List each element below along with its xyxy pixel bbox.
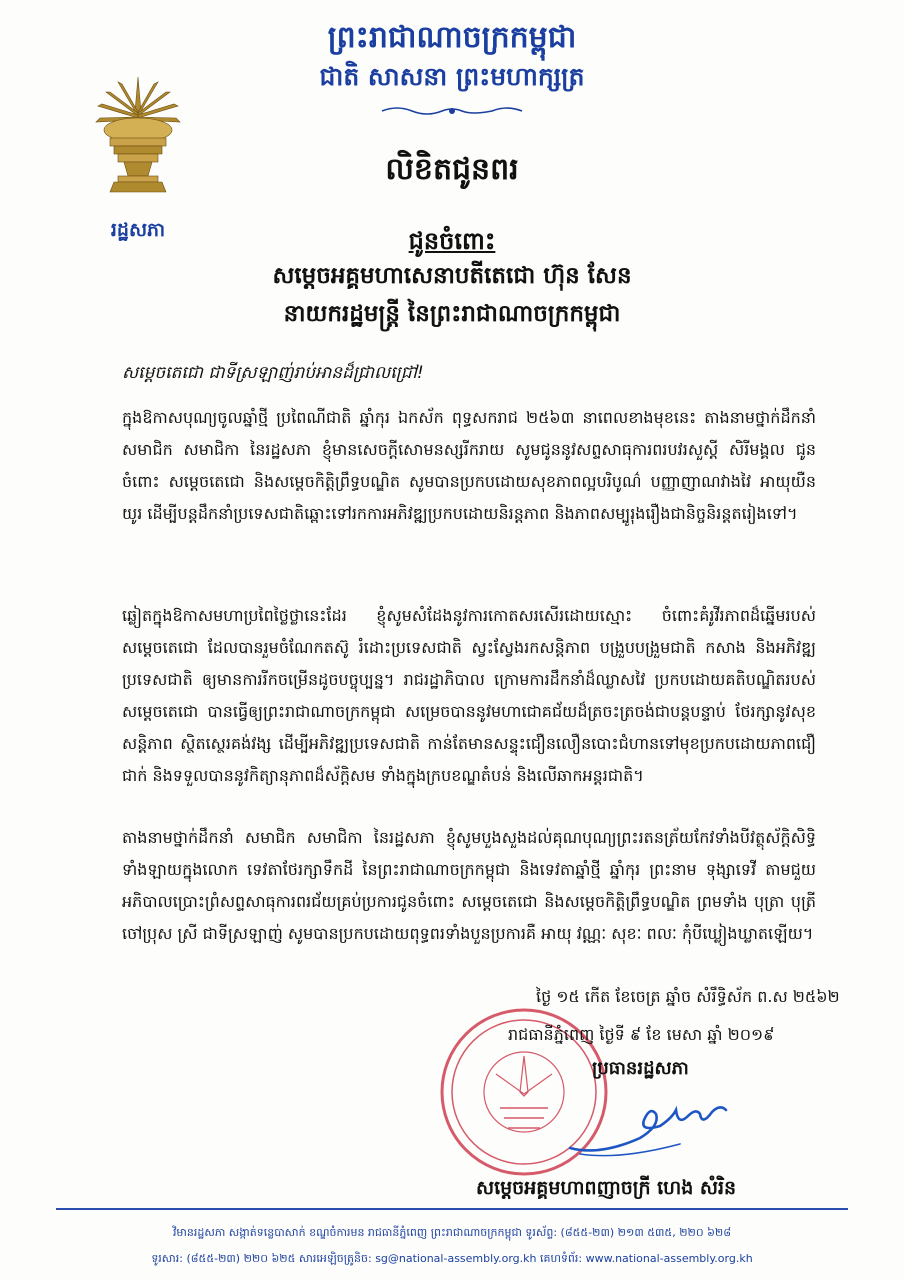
recipient-position: នាយករដ្ឋមន្ត្រី នៃព្រះរាជាណាចក្រកម្ពុជា xyxy=(283,301,621,327)
national-motto: ជាតិ សាសនា ព្រះមហាក្សត្រ xyxy=(319,62,585,91)
signatory-title: ប្រធានរដ្ឋសភា xyxy=(592,1058,689,1079)
date-solar: រាជធានីភ្នំពេញ ថ្ងៃទី ៩ ខែ មេសា ឆ្នាំ ២០១៩ xyxy=(508,1025,775,1044)
addressee-heading: ជូនចំពោះ xyxy=(408,227,496,255)
emblem-label: រដ្ឋសភា xyxy=(110,219,166,241)
body-paragraph-3: តាងនាមថ្នាក់ដឹកនាំ សមាជិក សមាជិកា នៃរដ្ឋសភា ខ្ញុំសូមបួងសួងដល់គុណបុណ្យព្រះរតនត្រ័យកែវទាំងបីវត្ថុស័ក្ដិសិទ្ធិទាំងឡាយក្នុងលោក ទេវតាថែរក្សាទឹកដី នៃព្រះរាជាណាចក្រកម្ពុជា និងទេវតាឆ្នាំថ្មី ឆ្នាំកុរ ព្រះនាម ទុង្សាទេវី តាមជួយអភិបាលប្រោះព្រំសព្ទសាធុការពរជ័យគ្រប់ប្រការជូនចំពោះ សម្ដេចតេជោ និងសម្ដេចកិត្តិព្រឹទ្ធបណ្ឌិត ព្រមទាំង បុត្រា បុត្រី ចៅប្រុស ស្រី ជាទីស្រឡាញ់ សូមបានប្រកបដោយពុទ្ធពរទាំងបួនប្រការគឺ អាយុ វណ្ណៈ សុខៈ ពលៈ កុំបីឃ្លៀងឃ្លាតឡើយ។ xyxy=(122,828,816,943)
recipient-name: សម្ដេចអគ្គមហាសេនាបតីតេជោ ហ៊ុន សែន xyxy=(272,263,632,289)
kingdom-name: ព្រះរាជាណាចក្រកម្ពុជា xyxy=(327,20,577,55)
date-lunar: ថ្ងៃ ១៥ កើត ខែចេត្រ ឆ្នាំច សំរឹទ្ធិស័ក ព.ស ២៥៦២ xyxy=(536,987,840,1006)
handwritten-signature-icon xyxy=(560,1086,740,1166)
footer-address: វិមានរដ្ឋសភា សង្កាត់ទន្លេបាសាក់ ខណ្ឌចំការមន រាជធានីភ្នំពេញ ព្រះរាជាណាចក្រកម្ពុជា ទូរស័ព្ទ: (៨៥៥-២៣) ២១៣ ៥៣៥, ២២០ ៦២៨ xyxy=(172,1226,732,1239)
salutation: សម្ដេចតេជោ ជាទីស្រឡាញ់រាប់អានដ៏ជ្រាលជ្រៅ! xyxy=(122,363,424,383)
header-ornament-icon xyxy=(377,104,527,118)
document-title: លិខិតជូនពរ xyxy=(385,152,519,187)
national-assembly-emblem-icon xyxy=(88,72,188,222)
footer-contact: ទូរសារ: (៨៥៥-២៣) ២២០ ៦២៥ សារអេឡិចត្រូនិច: sg@national-assembly.org.kh គេហទំព័រ: www.national-assembly.org.kh xyxy=(151,1252,753,1265)
footer-divider xyxy=(56,1208,848,1210)
signatory-name: សម្ដេចអគ្គមហាពញាចក្រី ហេង សំរិន xyxy=(476,1177,737,1199)
body-paragraph-2: ឆ្លៀតក្នុងឱកាសមហាប្រពៃថ្លៃថ្លានេះដែរ ខ្ញុំសូមសំដែងនូវការកោតសរសើរដោយស្មោះ ចំពោះគំរូវីរភាពដ៏ឆ្នើមរបស់ សម្ដេចតេជោ ដែលបានរួមចំណែកតស៊ូ រំដោះប្រទេសជាតិ ស្វះស្វែងរកសន្តិភាព បង្រួបបង្រួមជាតិ កសាង និងអភិវឌ្ឍប្រទេសជាតិ ឲ្យមានការរីកចម្រើនដូចបច្ចុប្បន្ន។ រាជរដ្ឋាភិបាល ក្រោមការដឹកនាំដ៏ឈ្លាសវៃ ប្រកបដោយគតិបណ្ឌិតរបស់ សម្ដេចតេជោ បានធ្វើឲ្យព្រះរាជាណាចក្រកម្ពុជា សម្រេចបាននូវមហាជោគជ័យដ៏ត្រចះត្រចង់ជាបន្តបន្ទាប់ ថែរក្សានូវសុខសន្តិភាព ស្ថិតស្ថេរគង់វង្ស ដើម្បីអភិវឌ្ឍប្រទេសជាតិ កាន់តែមានសន្ទុះជឿនលឿនបោះជំហានទៅមុខប្រកបដោយភាពជឿជាក់ និងទទួលបាននូវកិត្យានុភាពដ៏ស័ក្ដិសម ទាំងក្នុងក្របខណ្ឌតំបន់ និងលើឆាកអន្តរជាតិ។ xyxy=(122,606,816,785)
body-paragraph-1: ក្នុងឱកាសបុណ្យចូលឆ្នាំថ្មី ប្រពៃណីជាតិ ឆ្នាំកុរ ឯកស័ក ពុទ្ធសករាជ ២៥៦៣ នាពេលខាងមុខនេះ តាងនាមថ្នាក់ដឹកនាំ សមាជិក សមាជិកា នៃរដ្ឋសភា ខ្ញុំមានសេចក្ដីសោមនស្សរីករាយ សូមជូននូវសព្ទសាធុការពរបវរសួស្ដី សិរីមង្គល ជូនចំពោះ សម្ដេចតេជោ និងសម្ដេចកិត្តិព្រឹទ្ធបណ្ឌិត សូមបានប្រកបដោយសុខភាពល្អបរិបូណ៌ បញ្ញាញាណវាងវៃ អាយុយឺនយូរ ដើម្បីបន្តដឹកនាំប្រទេសជាតិឆ្ពោះទៅរកការអភិវឌ្ឍប្រកបដោយនិរន្តភាព និងភាពសម្បូរុងរឿងជានិច្ចនិរន្តតរៀងទៅ។ xyxy=(122,408,816,523)
